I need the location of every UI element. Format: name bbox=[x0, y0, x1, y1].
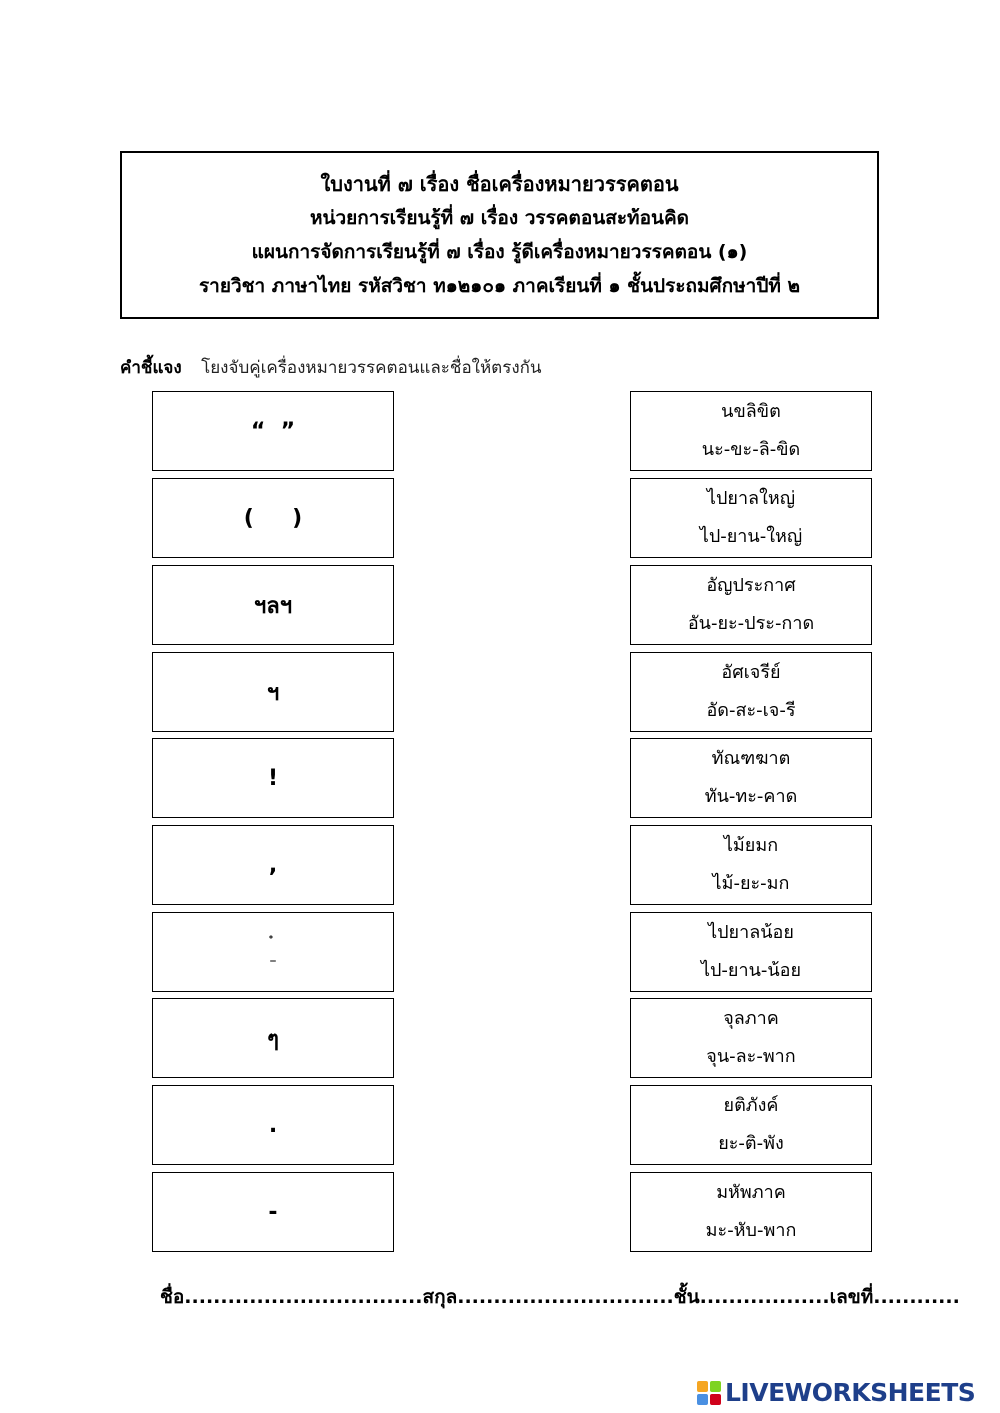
name-box[interactable] bbox=[630, 738, 872, 818]
punctuation-name: มหัพภาค bbox=[716, 1182, 786, 1203]
symbol-box[interactable] bbox=[152, 998, 394, 1078]
name-box[interactable] bbox=[630, 912, 872, 992]
name-box[interactable] bbox=[630, 478, 872, 558]
instruction-text: โยงจับคู่เครื่องหมายวรรคตอนและชื่อให้ตรงกัน bbox=[201, 358, 542, 378]
punctuation-name: ทัณฑฆาต bbox=[711, 748, 791, 769]
learning-unit: หน่วยการเรียนรู้ที่ ๗ เรื่อง วรรคตอนสะท้อนคิด bbox=[309, 207, 690, 229]
punctuation-name: อัญประกาศ bbox=[706, 575, 796, 596]
worksheet-title: ใบงานที่ ๗ เรื่อง ชื่อเครื่องหมายวรรคตอน bbox=[320, 172, 679, 196]
liveworksheets-logo bbox=[697, 1378, 975, 1407]
symbol-text: ฯลฯ bbox=[253, 593, 293, 619]
symbol-text: ฯ bbox=[266, 680, 280, 706]
symbol-text: – bbox=[269, 953, 277, 969]
symbol-text: ๆ bbox=[267, 1026, 279, 1052]
symbol-box[interactable] bbox=[152, 478, 394, 558]
symbol-box[interactable] bbox=[152, 738, 394, 818]
punctuation-name: นขลิขิต bbox=[721, 401, 781, 422]
symbol-text: ! bbox=[267, 765, 279, 791]
name-box[interactable] bbox=[630, 565, 872, 645]
symbol-box[interactable] bbox=[152, 825, 394, 905]
symbol-text: - bbox=[268, 1199, 278, 1225]
punctuation-name: ยติภังค์ bbox=[723, 1095, 779, 1116]
name-box[interactable] bbox=[630, 391, 872, 471]
punctuation-name: ไปยาลน้อย bbox=[708, 922, 794, 943]
name-box[interactable] bbox=[630, 998, 872, 1078]
name-box[interactable] bbox=[630, 1172, 872, 1252]
instruction bbox=[120, 354, 542, 381]
name-box[interactable] bbox=[630, 1085, 872, 1165]
punctuation-name: ไม้ยมก bbox=[723, 835, 779, 856]
name-box[interactable] bbox=[630, 825, 872, 905]
name-box[interactable] bbox=[630, 652, 872, 732]
punctuation-reading: ไป-ยาน-น้อย bbox=[700, 960, 802, 981]
punctuation-reading: ไป-ยาน-ใหญ่ bbox=[699, 526, 803, 547]
logo-icon bbox=[697, 1381, 721, 1405]
symbol-box[interactable] bbox=[152, 1085, 394, 1165]
punctuation-reading: ยะ-ติ-พัง bbox=[718, 1133, 784, 1154]
symbol-box[interactable] bbox=[152, 565, 394, 645]
punctuation-reading: อัน-ยะ-ประ-กาด bbox=[687, 613, 815, 634]
punctuation-name: จุลภาค bbox=[723, 1008, 779, 1029]
symbol-box[interactable] bbox=[152, 912, 394, 992]
symbol-text: ( ) bbox=[243, 505, 303, 531]
punctuation-reading: มะ-หับ-พาก bbox=[705, 1220, 797, 1241]
symbol-text: . bbox=[268, 1112, 278, 1138]
logo-text: LIVEWORKSHEETS bbox=[725, 1378, 976, 1407]
punctuation-name: ไปยาลใหญ่ bbox=[706, 488, 796, 509]
symbol-box[interactable] bbox=[152, 1172, 394, 1252]
punctuation-reading: อัด-สะ-เจ-รี bbox=[706, 700, 796, 721]
punctuation-name: อัศเจรีย์ bbox=[721, 662, 781, 683]
course-info: รายวิชา ภาษาไทย รหัสวิชา ท๑๒๑๐๑ ภาคเรียนที่ ๑ ชั้นประถมศึกษาปีที่ ๒ bbox=[198, 275, 801, 297]
punctuation-reading: นะ-ขะ-ลิ-ขิด bbox=[701, 439, 801, 460]
punctuation-reading: ไม้-ยะ-มก bbox=[712, 873, 790, 894]
punctuation-reading: ทัน-ทะ-คาด bbox=[704, 786, 798, 807]
symbol-box[interactable] bbox=[152, 391, 394, 471]
instruction-label: คำชี้แจง bbox=[120, 358, 182, 378]
student-info-line: ชื่อ.................................สกุล..............................ชั้น..................เลขที่............ bbox=[160, 1286, 960, 1308]
symbol-box[interactable] bbox=[152, 652, 394, 732]
worksheet-header bbox=[120, 151, 879, 319]
symbol-text: , bbox=[268, 852, 278, 878]
punctuation-reading: จุน-ละ-พาก bbox=[706, 1046, 796, 1067]
symbol-text: “ ” bbox=[250, 418, 296, 444]
lesson-plan: แผนการจัดการเรียนรู้ที่ ๗ เรื่อง รู้ดีเครื่องหมายวรรคตอน (๑) bbox=[251, 241, 748, 263]
